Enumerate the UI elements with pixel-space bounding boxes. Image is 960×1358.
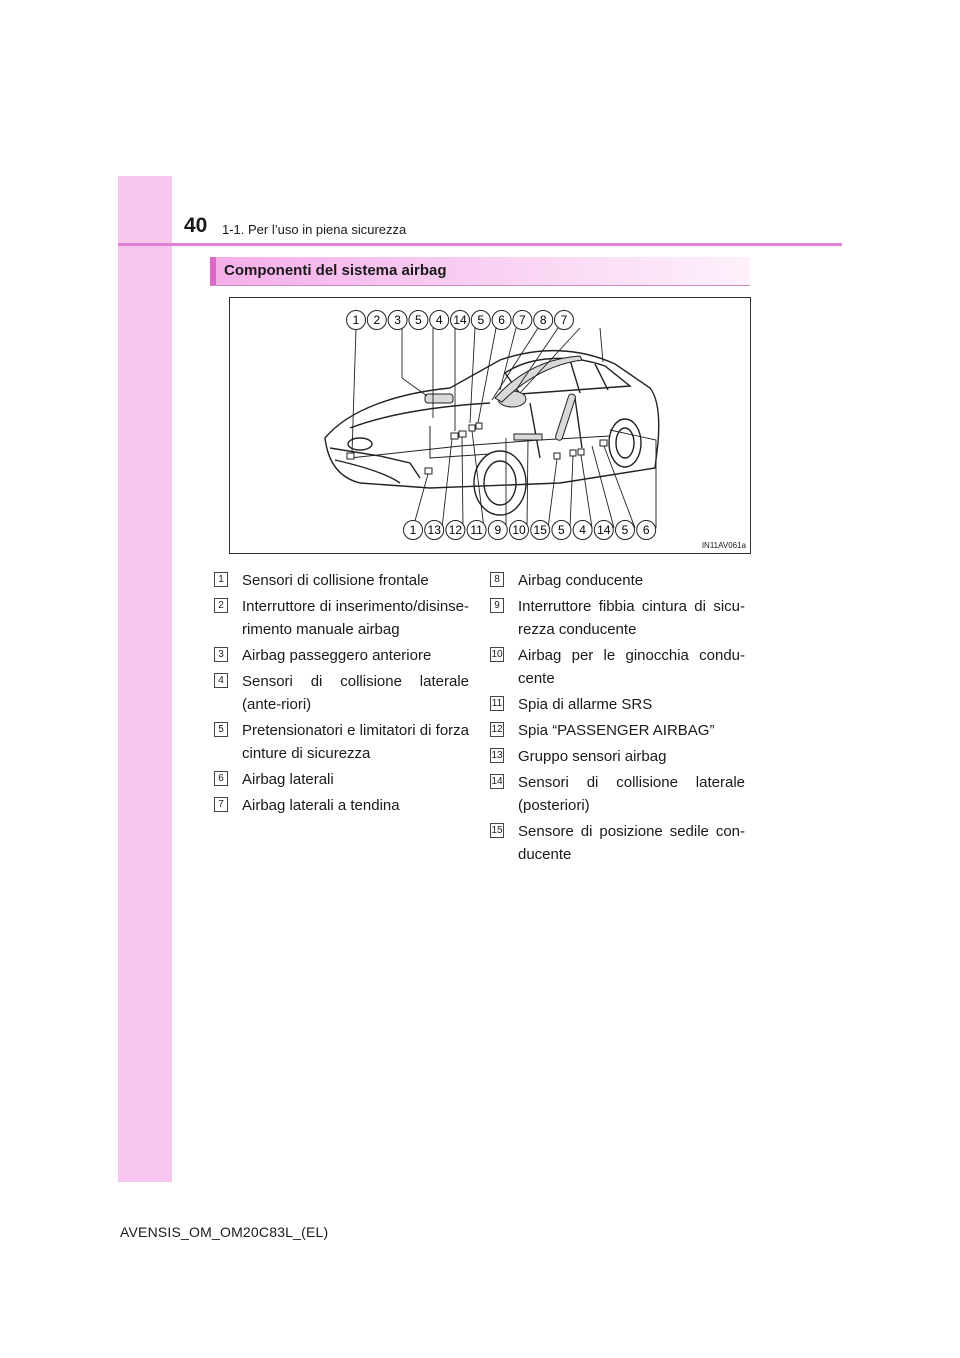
legend-item: [490, 745, 745, 768]
legend-item: [214, 794, 469, 817]
callout-number-badge: 5: [214, 722, 228, 737]
legend-item-text: Sensore di posizione sedile con-ducente: [518, 823, 745, 863]
callout-label: 1: [352, 313, 360, 327]
callout-label: 6: [498, 313, 505, 327]
callout-number-badge: 2: [214, 598, 228, 613]
callout-number-badge: 10: [491, 649, 503, 660]
footer-code: AVENSIS_OM_OM20C83L_(EL): [120, 1224, 329, 1240]
callout-label: 9: [494, 523, 502, 537]
legend-item: [214, 670, 469, 716]
callout-number-badge: 7: [214, 797, 228, 812]
section-title: Componenti del sistema airbag: [224, 262, 447, 279]
callout-label: 5: [415, 313, 422, 327]
legend-item-text: Sensori di collisione laterale (posteriori): [518, 774, 745, 814]
legend-item-text: Spia di allarme SRS: [518, 696, 653, 713]
legend-item-text: Airbag per le ginocchia condu-cente: [518, 647, 745, 687]
callout-number-badge: 12: [491, 724, 503, 735]
callout-number-badge: 4: [214, 673, 228, 688]
legend-item: [214, 569, 469, 592]
legend-item: [214, 595, 469, 641]
section-accent: [210, 257, 216, 285]
header-rule: [118, 243, 842, 246]
callouts-top: [347, 311, 574, 330]
running-head: 1-1. Per l’uso in piena sicurezza: [222, 222, 407, 237]
callout-number-badge: 11: [491, 698, 503, 709]
legend-item-text: Sensori di collisione frontale: [242, 572, 429, 589]
section-header: [210, 257, 750, 286]
callout-label: 8: [539, 313, 547, 327]
callout-label: 10: [512, 523, 526, 537]
callout-number-badge: 14: [491, 776, 503, 787]
callout-label: 7: [519, 313, 526, 327]
legend-item-text: Pretensionatori e limitatori di forza cinture di sicurezza: [242, 722, 469, 762]
legend-item: [490, 771, 745, 817]
legend-item-text: Airbag laterali a tendina: [242, 797, 400, 814]
legend-item: [490, 719, 745, 742]
side-thumb-band: [118, 176, 172, 1182]
callout-number-badge: 8: [490, 572, 504, 587]
callout-label: 3: [394, 313, 401, 327]
callout-label: 15: [533, 523, 547, 537]
legend-item-text: Spia “PASSENGER AIRBAG”: [518, 722, 715, 739]
callout-label: 2: [373, 313, 381, 327]
figure-code: IN11AV061a: [701, 541, 746, 550]
callout-label: 6: [642, 523, 650, 537]
legend-right-column: [490, 569, 745, 869]
callout-label: 1: [409, 523, 417, 537]
legend-item-text: Interruttore fibbia cintura di sicu-rezza conducente: [518, 598, 745, 638]
callout-label: 13: [427, 523, 441, 537]
callout-label: 14: [453, 313, 467, 327]
legend-item: [214, 719, 469, 765]
legend-item: [490, 595, 745, 641]
callout-label: 11: [470, 523, 483, 537]
legend-item: [214, 644, 469, 667]
legend-item-text: Sensori di collisione laterale (ante-riori): [242, 673, 469, 713]
callout-label: 4: [435, 313, 443, 327]
callouts-bottom: [404, 521, 656, 540]
callout-label: 5: [621, 523, 629, 537]
callout-label: 12: [448, 523, 463, 537]
airbag-diagram: [229, 297, 751, 554]
car-illustration: [230, 298, 750, 553]
callout-number-badge: 9: [490, 598, 504, 613]
legend-left-column: [214, 569, 469, 820]
legend-item-text: Airbag laterali: [242, 771, 334, 788]
callout-number-badge: 1: [214, 572, 228, 587]
legend-item: [214, 768, 469, 791]
legend-item-text: Gruppo sensori airbag: [518, 748, 667, 765]
legend-item-text: Interruttore di inserimento/disinse-rimento manuale airbag: [242, 598, 469, 638]
legend-item: [490, 820, 745, 866]
callout-number-badge: 3: [214, 647, 228, 662]
callout-label: 5: [558, 523, 565, 537]
callout-label: 4: [579, 523, 586, 537]
callout-label: 5: [477, 313, 485, 327]
callout-label: 7: [560, 313, 568, 327]
legend-item: [490, 644, 745, 690]
legend-item: [490, 569, 745, 592]
callout-label: 14: [597, 523, 611, 537]
callout-number-badge: 6: [214, 771, 228, 786]
legend-item-text: Airbag conducente: [518, 572, 644, 589]
page-number: 40: [184, 214, 208, 237]
callout-number-badge: 13: [491, 750, 503, 761]
legend-item: [490, 693, 745, 716]
legend-item-text: Airbag passeggero anteriore: [242, 647, 432, 664]
callout-number-badge: 15: [491, 825, 503, 836]
